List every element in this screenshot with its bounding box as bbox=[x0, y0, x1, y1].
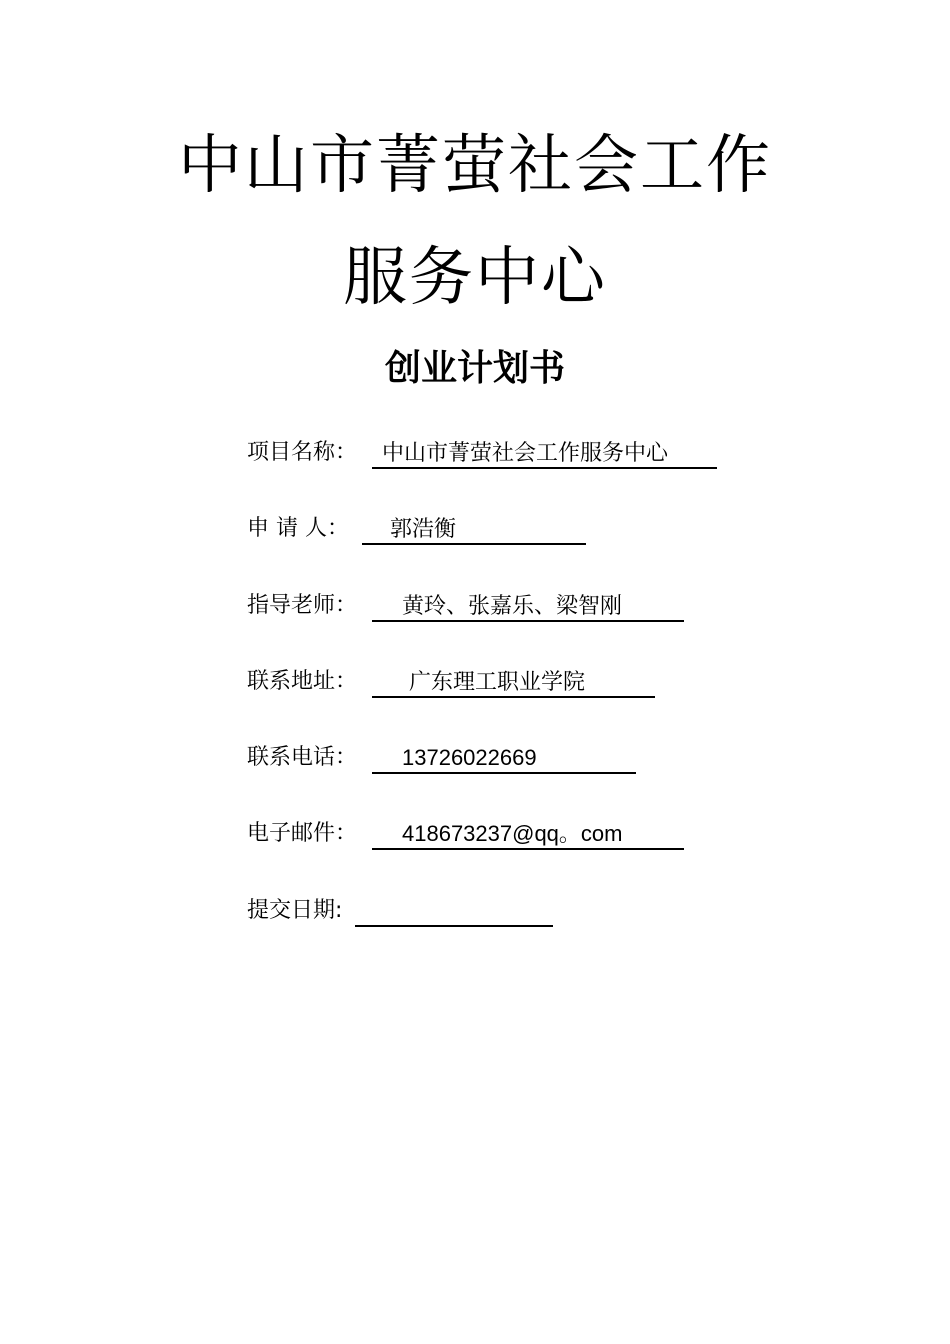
field-address bbox=[247, 666, 586, 698]
field-advisors bbox=[247, 590, 623, 622]
field-value: 13726022669 bbox=[402, 745, 537, 770]
field-value-underline bbox=[372, 818, 684, 850]
field-label: 联系地址： bbox=[247, 669, 358, 694]
field-submit-date bbox=[247, 895, 342, 927]
field-value: 418673237@qq。com bbox=[402, 821, 623, 846]
field-value: 郭浩衡 bbox=[390, 516, 457, 541]
field-label: 申 请 人： bbox=[247, 516, 349, 541]
field-project-name bbox=[247, 437, 669, 469]
field-label: 指导老师： bbox=[247, 593, 358, 618]
field-value-underline bbox=[372, 590, 684, 622]
field-value: 广东理工职业学院 bbox=[409, 669, 586, 694]
title-line-1: 中山市菁萤社会工作 bbox=[178, 129, 772, 203]
field-value-underline bbox=[372, 742, 636, 774]
field-value-underline bbox=[372, 666, 655, 698]
field-email bbox=[247, 818, 623, 850]
subtitle: 创业计划书 bbox=[384, 348, 565, 389]
field-value: 黄玲、张嘉乐、梁智刚 bbox=[402, 593, 623, 618]
field-value-underline bbox=[362, 513, 586, 545]
field-phone bbox=[247, 742, 537, 774]
field-value-underline bbox=[372, 437, 717, 469]
field-value-underline bbox=[355, 895, 553, 927]
field-applicant bbox=[247, 513, 457, 545]
field-label: 联系电话： bbox=[247, 745, 358, 770]
field-label: 项目名称： bbox=[247, 440, 358, 465]
field-value: 中山市菁萤社会工作服务中心 bbox=[382, 440, 669, 465]
field-label: 提交日期: bbox=[247, 898, 343, 923]
title-line-2: 服务中心 bbox=[343, 241, 607, 315]
field-label: 电子邮件： bbox=[247, 821, 358, 846]
